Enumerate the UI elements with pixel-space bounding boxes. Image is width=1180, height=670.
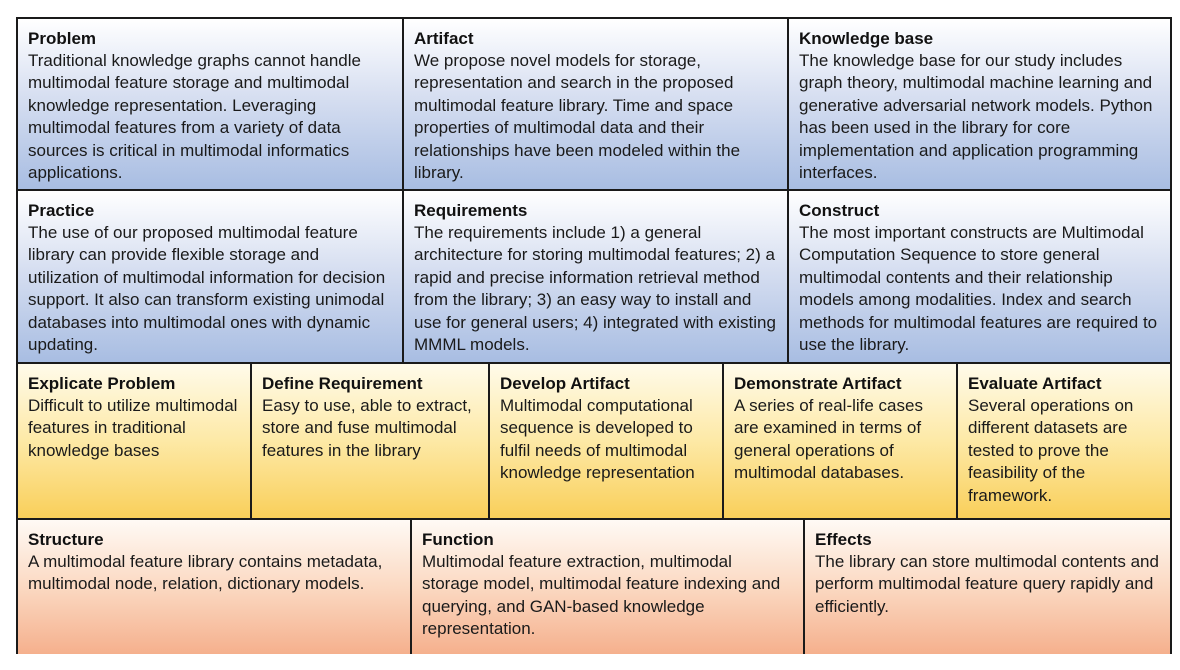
box-title: Function <box>422 530 494 549</box>
box-title: Problem <box>28 29 97 48</box>
box-text: Several operations on different datasets are tested to prove the feasibility of the framework. <box>968 396 1134 505</box>
box-title: Construct <box>799 201 880 220</box>
problem-box <box>18 19 404 189</box>
box-text: A multimodal feature library contains metadata, multimodal node, relation, dictionary models. <box>28 552 383 594</box>
requirements-box <box>404 191 789 362</box>
effects-box <box>805 520 1170 654</box>
box-text: Difficult to utilize multimodal features in traditional knowledge bases <box>28 396 238 460</box>
practice-box <box>18 191 404 362</box>
box-title: Requirements <box>414 201 528 220</box>
knowledge-base-box <box>789 19 1170 189</box>
explicate-problem-box <box>18 364 252 518</box>
box-text: Traditional knowledge graphs cannot handle multimodal feature storage and multimodal knowledge representation. Leveraging multimodal features from a variety of data sources is critical in multimodal informatics applications. <box>28 51 361 183</box>
process-row <box>18 364 1170 520</box>
box-text: The library can store multimodal contents and perform multimodal feature query rapidly and efficiently. <box>815 552 1159 616</box>
diagram-frame <box>16 17 1172 654</box>
box-title: Effects <box>815 530 872 549</box>
box-title: Artifact <box>414 29 474 48</box>
context-row <box>18 19 1170 191</box>
function-box <box>412 520 805 654</box>
box-title: Practice <box>28 201 95 220</box>
develop-artifact-box <box>490 364 724 518</box>
box-text: Multimodal feature extraction, multimodal storage model, multimodal feature indexing and querying, and GAN-based knowledge representation. <box>422 552 781 639</box>
box-title: Knowledge base <box>799 29 934 48</box>
box-text: Multimodal computational sequence is developed to fulfil needs of multimodal knowledge representation <box>500 396 695 483</box>
box-text: A series of real-life cases are examined in terms of general operations of multimodal databases. <box>734 396 923 483</box>
box-title: Evaluate Artifact <box>968 374 1102 393</box>
box-title: Demonstrate Artifact <box>734 374 902 393</box>
box-text: The requirements include 1) a general architecture for storing multimodal features; 2) a rapid and precise information retrieval method from the library; 3) an easy way to install and use for general users; 4) integrated with existing MMML models. <box>414 223 776 355</box>
construct-box <box>789 191 1170 362</box>
box-title: Structure <box>28 530 104 549</box>
box-title: Develop Artifact <box>500 374 630 393</box>
structure-box <box>18 520 412 654</box>
define-requirement-box <box>252 364 490 518</box>
box-title: Define Requirement <box>262 374 423 393</box>
evaluate-artifact-box <box>958 364 1170 518</box>
demonstrate-artifact-box <box>724 364 958 518</box>
box-text: Easy to use, able to extract, store and fuse multimodal features in the library <box>262 396 472 460</box>
box-title: Explicate Problem <box>28 374 176 393</box>
box-text: The use of our proposed multimodal feature library can provide flexible storage and utilization of multimodal information for decision support. It also can transform existing unimodal databases into multimodal ones with dynamic updating. <box>28 223 386 355</box>
box-text: The knowledge base for our study includes graph theory, multimodal machine learning and generative adversarial network models. Python has been used in the library for core implementation and application programming interfaces. <box>799 51 1153 183</box>
outcome-row <box>18 520 1170 654</box>
design-row <box>18 191 1170 364</box>
artifact-box <box>404 19 789 189</box>
box-text: The most important constructs are Multimodal Computation Sequence to store general multimodal contents and their relationship models among modalities. Index and search methods for multimodal features are required to use the library. <box>799 223 1158 355</box>
box-text: We propose novel models for storage, representation and search in the proposed multimodal feature library. Time and space properties of multimodal data and their relationships have been modeled within the library. <box>414 51 741 183</box>
